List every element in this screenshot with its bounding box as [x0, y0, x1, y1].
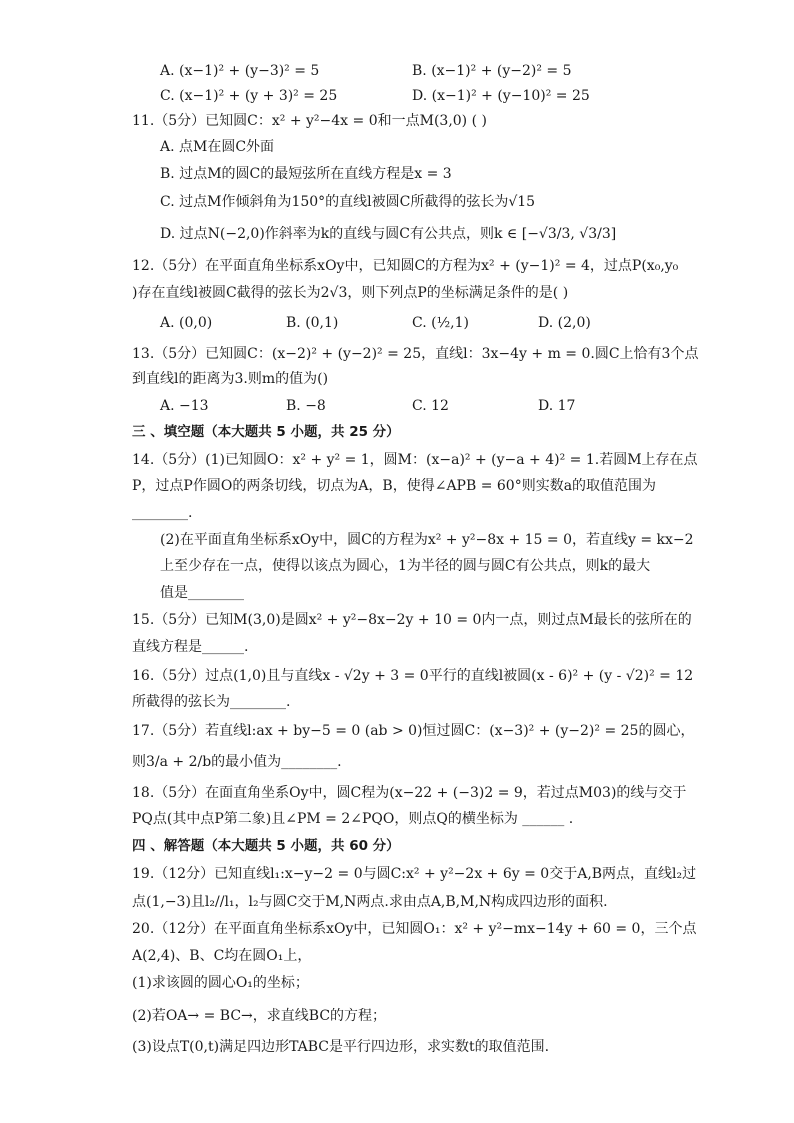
q20-line2: A(2,4)、B、C均在圆O₁上，: [132, 948, 312, 964]
q13-option-d: D. 17: [538, 398, 576, 414]
q20-part1: (1)求该圆的圆心O₁的坐标；: [132, 975, 309, 991]
q16-line1: 16.（5分）过点(1,0)且与直线x - √2y + 3 = 0平行的直线l被圆(x - 6)² + (y - √2)² = 12: [132, 668, 694, 684]
q16-line2: 所截得的弦长为________.: [132, 694, 291, 710]
q11-option-c: C. 过点M作倾斜角为150°的直线l被圆C所截得的弦长为√15: [160, 194, 536, 210]
q14-part2-line1: (2)在平面直角坐标系xOy中，圆C的方程为x² + y²−8x + 15 = 0，若直线y = kx−2: [160, 532, 694, 548]
q19-line2: 点(1,−3)且l₂//l₁，l₂与圆C交于M,N两点.求由点A,B,M,N构成四边形的面积.: [132, 894, 608, 910]
q12-option-a: A. (0,0): [160, 315, 213, 331]
q14-part2-line3: 值是________: [160, 585, 244, 601]
q13-option-c: C. 12: [412, 398, 449, 414]
q11-option-b: B. 过点M的圆C的最短弦所在直线方程是x = 3: [160, 166, 452, 182]
q14-line1: 14.（5分）(1)已知圆O：x² + y² = 1，圆M：(x−a)² + (y−a + 4)² = 1.若圆M上存在点: [132, 452, 698, 468]
option-c: C. (x−1)² + (y + 3)² = 25: [160, 88, 338, 104]
option-b: B. (x−1)² + (y−2)² = 5: [412, 63, 572, 79]
q20-part3: (3)设点T(0,t)满足四边形TABC是平行四边形，求实数t的取值范围.: [132, 1039, 550, 1055]
q18-line2: PQ点(其中点P第二象)且∠PM = 2∠PQO，则点Q的横坐标为 ______ .: [132, 811, 574, 827]
q18-line1: 18.（5分）在面直角坐系Oy中，圆C程为(x−22 + (−3)2 = 9，若过点M03)的线与交于: [132, 785, 687, 801]
q20-line1: 20.（12分）在平面直角坐标系xOy中，已知圆O₁：x² + y²−mx−14y + 60 = 0，三个点: [132, 921, 697, 937]
q12-option-c: C. (½,1): [412, 315, 469, 331]
q19-line1: 19.（12分）已知直线l₁:x−y−2 = 0与圆C:x² + y²−2x + 6y = 0交于A,B两点，直线l₂过: [132, 866, 697, 882]
q12-option-d: D. (2,0): [538, 315, 591, 331]
q11-option-d: D. 过点N(−2,0)作斜率为k的直线与圆C有公共点，则k ∈ [−√3/3, √3/3]: [160, 226, 617, 242]
section-heading-solutions: 四 、解答题（本大题共 5 小题，共 60 分）: [132, 838, 400, 854]
q15-line2: 直线方程是______.: [132, 639, 249, 655]
q14-answer-blank: ________.: [132, 505, 193, 521]
q13-option-b: B. −8: [286, 398, 326, 414]
option-d: D. (x−1)² + (y−10)² = 25: [412, 88, 590, 104]
q17-line2: 则3/a + 2/b的最小值为________.: [132, 754, 342, 770]
option-a: A. (x−1)² + (y−3)² = 5: [160, 63, 320, 79]
q13-stem-line2: 到直线l的距离为3.则m的值为(): [132, 371, 329, 387]
q13-stem-line1: 13.（5分）已知圆C：(x−2)² + (y−2)² = 25，直线l：3x−4y + m = 0.圆C上恰有3个点: [132, 346, 699, 362]
q12-stem-line1: 12.（5分）在平面直角坐标系xOy中，已知圆C的方程为x² + (y−1)² = 4，过点P(x₀,y₀: [132, 258, 679, 274]
q14-part2-line2: 上至少存在一点，使得以该点为圆心，1为半径的圆与圆C有公共点，则k的最大: [160, 558, 651, 574]
section-heading-fill-in: 三 、填空题（本大题共 5 小题，共 25 分）: [132, 424, 400, 440]
q17-line1: 17.（5分）若直线l:ax + by−5 = 0 (ab > 0)恒过圆C：(x−3)² + (y−2)² = 25的圆心，: [132, 723, 695, 739]
q12-stem-line2: )存在直线l被圆C截得的弦长为2√3，则下列点P的坐标满足条件的是( ): [132, 285, 569, 301]
q11-option-a: A. 点M在圆C外面: [160, 139, 275, 155]
q13-option-a: A. −13: [160, 398, 209, 414]
q20-part2: (2)若OA→ = BC→，求直线BC的方程；: [132, 1008, 387, 1024]
q14-line2: P，过点P作圆O的两条切线，切点为A，B，使得∠APB = 60°则实数a的取值范围为: [132, 478, 657, 494]
q12-option-b: B. (0,1): [286, 315, 339, 331]
q15-line1: 15.（5分）已知M(3,0)是圆x² + y²−8x−2y + 10 = 0内一点，则过点M最长的弦所在的: [132, 612, 692, 628]
q11-stem: 11.（5分）已知圆C：x² + y²−4x = 0和一点M(3,0) ( ): [132, 113, 487, 129]
